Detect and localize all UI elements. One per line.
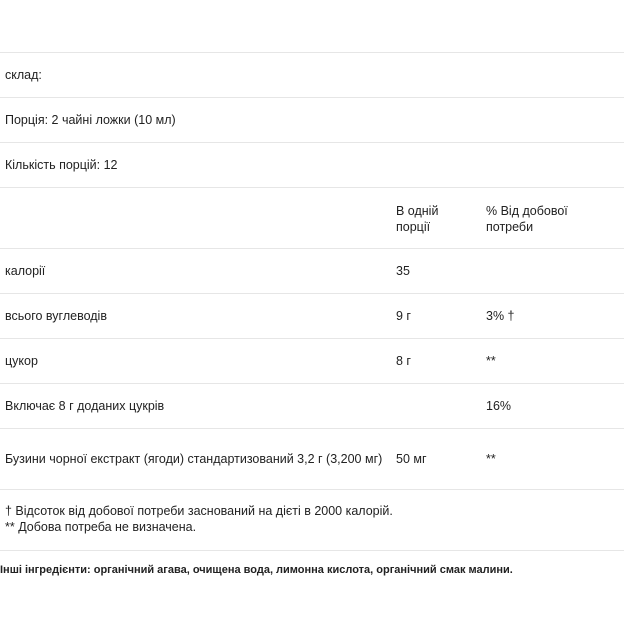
nutrient-name: Бузини чорної екстракт (ягоди) стандартизований 3,2 г (3,200 мг) bbox=[5, 452, 383, 466]
nutrient-amount: 8 г bbox=[396, 354, 411, 368]
table-row bbox=[0, 294, 624, 339]
nutrient-daily-value: 16% bbox=[486, 399, 512, 413]
nutrient-name: всього вуглеводів bbox=[5, 309, 107, 323]
servings-per-container-row bbox=[0, 143, 624, 188]
nutrient-daily-value: 3% † bbox=[486, 309, 515, 323]
per-serving-header: В одній порції bbox=[396, 204, 439, 234]
nutrient-name: цукор bbox=[5, 354, 38, 368]
table-row bbox=[0, 339, 624, 384]
supplement-facts-table bbox=[0, 52, 624, 551]
composition-row bbox=[0, 53, 624, 98]
nutrient-amount: 50 мг bbox=[396, 452, 427, 466]
serving-size-row bbox=[0, 98, 624, 143]
serving-size: Порція: 2 чайні ложки (10 мл) bbox=[5, 113, 176, 127]
footnotes bbox=[5, 503, 605, 535]
table-row bbox=[0, 384, 624, 429]
other-ingredients: Інші інгредієнти: органічний агава, очищена вода, лимонна кислота, органічний смак малини. bbox=[0, 564, 513, 576]
nutrient-amount: 9 г bbox=[396, 309, 411, 323]
nutrient-amount: 35 bbox=[396, 264, 410, 278]
nutrient-daily-value: ** bbox=[486, 354, 496, 368]
servings-per-container: Кількість порцій: 12 bbox=[5, 158, 118, 172]
daily-value-header: % Від добової потреби bbox=[486, 204, 568, 234]
footnote-daily-value-basis: † Відсоток від добової потреби заснований на дієті в 2000 калорій. bbox=[5, 504, 393, 518]
composition-label: склад: bbox=[5, 68, 42, 82]
footnote-not-established: ** Добова потреба не визначена. bbox=[5, 520, 197, 534]
nutrient-name: Включає 8 г доданих цукрів bbox=[5, 399, 165, 413]
table-header-row bbox=[0, 188, 624, 249]
table-row bbox=[0, 429, 624, 490]
footnotes-row bbox=[0, 490, 624, 551]
nutrient-name: калорії bbox=[5, 264, 46, 278]
nutrient-daily-value: ** bbox=[486, 452, 496, 466]
table-row bbox=[0, 249, 624, 294]
